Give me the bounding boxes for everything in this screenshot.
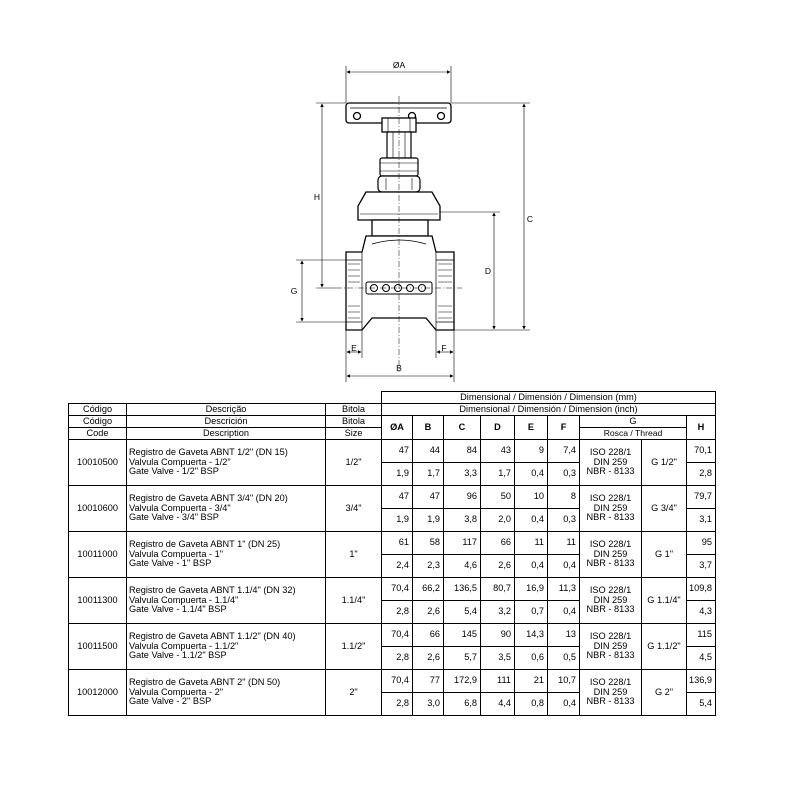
thread-standards — [580, 670, 642, 716]
dim-mm-b: 47 — [413, 486, 444, 509]
gate-valve-drawing — [0, 0, 800, 390]
dim-mm-h: 79,7 — [687, 486, 716, 509]
standard-line: DIN 259 — [593, 686, 628, 697]
dim-mm-a: 70,4 — [382, 670, 413, 693]
header-desc-es: Descrición — [127, 416, 326, 428]
dim-mm-e: 21 — [515, 670, 548, 693]
dim-inch-d: 2,0 — [481, 509, 515, 532]
table-row — [69, 578, 716, 601]
dim-inch-d: 1,7 — [481, 463, 515, 486]
header-col-a: ØA — [382, 416, 413, 440]
description-line: Gate Valve - 1.1/2" BSP — [129, 650, 227, 661]
description-line: Valvula Compuerta - 1/2" — [129, 456, 231, 467]
product-size: 1.1/2" — [326, 624, 382, 670]
product-size: 2" — [326, 670, 382, 716]
dim-inch-c: 5,7 — [444, 647, 481, 670]
product-code: 10011000 — [69, 532, 127, 578]
standard-line: DIN 259 — [593, 594, 628, 605]
header-col-g: G — [580, 416, 687, 428]
table-row — [69, 670, 716, 693]
dim-label-g: G — [290, 286, 298, 296]
standard-line: ISO 228/1 — [589, 539, 632, 550]
dim-inch-h: 2,8 — [687, 463, 716, 486]
header-col-e: E — [515, 416, 548, 440]
standard-line: ISO 228/1 — [589, 631, 632, 642]
dim-inch-c: 3,8 — [444, 509, 481, 532]
dim-mm-c: 96 — [444, 486, 481, 509]
table-row — [69, 440, 716, 463]
thread-size: G 3/4" — [642, 486, 687, 532]
dim-mm-f: 8 — [548, 486, 580, 509]
dim-mm-h: 109,8 — [687, 578, 716, 601]
product-description — [127, 670, 326, 716]
header-dimensional-inch: Dimensional / Dimensión / Dimension (inch) — [382, 404, 716, 416]
dim-label-a: ØA — [392, 60, 406, 70]
description-line: Registro de Gaveta ABNT 1.1/2" (DN 40) — [129, 631, 296, 642]
product-code: 10010500 — [69, 440, 127, 486]
description-line: Registro de Gaveta ABNT 3/4" (DN 20) — [129, 493, 288, 504]
dim-mm-b: 77 — [413, 670, 444, 693]
product-code: 10012000 — [69, 670, 127, 716]
dim-mm-a: 47 — [382, 440, 413, 463]
product-size: 1" — [326, 532, 382, 578]
description-line: Gate Valve - 1" BSP — [129, 558, 212, 569]
standard-line: NBR - 8133 — [586, 558, 635, 569]
standard-line: ISO 228/1 — [589, 585, 632, 596]
dim-inch-e: 0,4 — [515, 509, 548, 532]
table-row — [69, 486, 716, 509]
dim-inch-f: 0,4 — [548, 555, 580, 578]
header-size-pt: Bitola — [326, 404, 382, 416]
dim-inch-a: 1,9 — [382, 509, 413, 532]
dim-inch-c: 5,4 — [444, 601, 481, 624]
description-line: Valvula Compuerta - 1" — [129, 548, 223, 559]
dim-inch-b: 1,9 — [413, 509, 444, 532]
product-description — [127, 486, 326, 532]
header-size-es: Bitola — [326, 416, 382, 428]
description-line: Registro de Gaveta ABNT 1" (DN 25) — [129, 539, 281, 550]
dim-mm-d: 66 — [481, 532, 515, 555]
dim-mm-d: 50 — [481, 486, 515, 509]
header-desc-en: Description — [127, 428, 326, 440]
dim-mm-f: 7,4 — [548, 440, 580, 463]
dim-mm-e: 14,3 — [515, 624, 548, 647]
description-line: Gate Valve - 1.1/4" BSP — [129, 604, 227, 615]
dim-mm-b: 44 — [413, 440, 444, 463]
dim-mm-e: 16,9 — [515, 578, 548, 601]
dim-inch-b: 2,6 — [413, 601, 444, 624]
dim-mm-h: 136,9 — [687, 670, 716, 693]
dim-mm-b: 58 — [413, 532, 444, 555]
dim-mm-h: 115 — [687, 624, 716, 647]
header-col-d: D — [481, 416, 515, 440]
thread-standards — [580, 624, 642, 670]
standard-line: ISO 228/1 — [589, 493, 632, 504]
description-line: Gate Valve - 1/2" BSP — [129, 466, 219, 477]
dim-inch-a: 2,8 — [382, 647, 413, 670]
thread-size: G 1/2" — [642, 440, 687, 486]
dim-mm-f: 13 — [548, 624, 580, 647]
dim-mm-h: 70,1 — [687, 440, 716, 463]
dim-mm-a: 70,4 — [382, 624, 413, 647]
dim-mm-d: 111 — [481, 670, 515, 693]
dim-inch-f: 0,4 — [548, 601, 580, 624]
standard-line: ISO 228/1 — [589, 677, 632, 688]
dim-inch-c: 6,8 — [444, 693, 481, 716]
dim-inch-a: 2,8 — [382, 601, 413, 624]
description-line: Gate Valve - 3/4" BSP — [129, 512, 219, 523]
standard-line: DIN 259 — [593, 640, 628, 651]
dim-inch-h: 3,1 — [687, 509, 716, 532]
header-code-pt: Código — [69, 404, 127, 416]
description-line: Registro de Gaveta ABNT 1.1/4" (DN 32) — [129, 585, 296, 596]
product-code: 10011500 — [69, 624, 127, 670]
dim-mm-a: 47 — [382, 486, 413, 509]
table-row — [69, 624, 716, 647]
dim-inch-b: 2,6 — [413, 647, 444, 670]
standard-line: NBR - 8133 — [586, 696, 635, 707]
standard-line: NBR - 8133 — [586, 650, 635, 661]
dim-inch-d: 3,2 — [481, 601, 515, 624]
spec-table — [68, 391, 716, 716]
description-line: Valvula Compuerta - 2" — [129, 686, 223, 697]
standard-line: ISO 228/1 — [589, 447, 632, 458]
product-description — [127, 624, 326, 670]
dim-mm-c: 145 — [444, 624, 481, 647]
standard-line: DIN 259 — [593, 456, 628, 467]
dim-mm-f: 11,3 — [548, 578, 580, 601]
header-code-en: Code — [69, 428, 127, 440]
header-col-c: C — [444, 416, 481, 440]
header-col-f: F — [548, 416, 580, 440]
dim-mm-e: 9 — [515, 440, 548, 463]
dim-label-c: C — [526, 214, 534, 224]
dim-mm-d: 80,7 — [481, 578, 515, 601]
dim-label-b: B — [396, 363, 402, 373]
dim-inch-d: 4,4 — [481, 693, 515, 716]
header-col-g-sub: Rosca / Thread — [580, 428, 687, 440]
table-row — [69, 532, 716, 555]
header-desc-pt: Descrição — [127, 404, 326, 416]
dim-inch-h: 4,3 — [687, 601, 716, 624]
thread-standards — [580, 486, 642, 532]
dim-mm-d: 43 — [481, 440, 515, 463]
dim-label-e: E — [351, 343, 357, 353]
dim-inch-b: 2,3 — [413, 555, 444, 578]
dim-mm-b: 66 — [413, 624, 444, 647]
dim-inch-h: 5,4 — [687, 693, 716, 716]
dim-inch-d: 2,6 — [481, 555, 515, 578]
dim-inch-f: 0,3 — [548, 463, 580, 486]
dim-mm-a: 61 — [382, 532, 413, 555]
header-size-en: Size — [326, 428, 382, 440]
thread-standards — [580, 532, 642, 578]
product-code: 10010600 — [69, 486, 127, 532]
header-code-es: Código — [69, 416, 127, 428]
product-size: 1.1/4" — [326, 578, 382, 624]
product-size: 1/2" — [326, 440, 382, 486]
dim-inch-b: 1,7 — [413, 463, 444, 486]
description-line: Valvula Compuerta - 1.1/4" — [129, 594, 239, 605]
dim-mm-h: 95 — [687, 532, 716, 555]
dim-inch-d: 3,5 — [481, 647, 515, 670]
thread-size: G 2" — [642, 670, 687, 716]
dim-label-d: D — [484, 266, 492, 276]
standard-line: DIN 259 — [593, 502, 628, 513]
header-col-b: B — [413, 416, 444, 440]
dim-inch-f: 0,3 — [548, 509, 580, 532]
dim-inch-a: 2,4 — [382, 555, 413, 578]
header-col-h: H — [687, 416, 716, 440]
thread-size: G 1.1/2" — [642, 624, 687, 670]
product-description — [127, 532, 326, 578]
description-line: Registro de Gaveta ABNT 2" (DN 50) — [129, 677, 281, 688]
product-size: 3/4" — [326, 486, 382, 532]
dim-inch-e: 0,7 — [515, 601, 548, 624]
product-description — [127, 440, 326, 486]
dim-label-f: F — [441, 343, 447, 353]
standard-line: DIN 259 — [593, 548, 628, 559]
standard-line: NBR - 8133 — [586, 466, 635, 477]
handwheel — [346, 103, 451, 132]
standard-line: NBR - 8133 — [586, 512, 635, 523]
dim-inch-c: 3,3 — [444, 463, 481, 486]
dim-inch-c: 4,6 — [444, 555, 481, 578]
dim-inch-f: 0,5 — [548, 647, 580, 670]
dim-mm-d: 90 — [481, 624, 515, 647]
dim-inch-f: 0,4 — [548, 693, 580, 716]
dim-inch-e: 0,4 — [515, 555, 548, 578]
dim-inch-b: 3,0 — [413, 693, 444, 716]
dim-mm-f: 10,7 — [548, 670, 580, 693]
standard-line: NBR - 8133 — [586, 604, 635, 615]
dim-mm-e: 10 — [515, 486, 548, 509]
dim-label-h: H — [313, 192, 321, 202]
header-dimensional-mm: Dimensional / Dimensión / Dimension (mm) — [382, 392, 716, 404]
dim-inch-a: 1,9 — [382, 463, 413, 486]
dim-inch-a: 2,8 — [382, 693, 413, 716]
dim-mm-c: 172,9 — [444, 670, 481, 693]
dim-mm-c: 117 — [444, 532, 481, 555]
description-line: Valvula Compuerta - 1.1/2" — [129, 640, 239, 651]
thread-standards — [580, 578, 642, 624]
dim-inch-e: 0,6 — [515, 647, 548, 670]
description-line: Valvula Compuerta - 3/4" — [129, 502, 231, 513]
description-line: Gate Valve - 2" BSP — [129, 696, 212, 707]
thread-size: G 1.1/4" — [642, 578, 687, 624]
dim-inch-h: 3,7 — [687, 555, 716, 578]
dim-inch-h: 4,5 — [687, 647, 716, 670]
thread-size: G 1" — [642, 532, 687, 578]
dim-mm-e: 11 — [515, 532, 548, 555]
dim-mm-c: 84 — [444, 440, 481, 463]
dim-inch-e: 0,4 — [515, 463, 548, 486]
dim-inch-e: 0,8 — [515, 693, 548, 716]
description-line: Registro de Gaveta ABNT 1/2" (DN 15) — [129, 447, 288, 458]
thread-standards — [580, 440, 642, 486]
dim-mm-b: 66,2 — [413, 578, 444, 601]
dim-mm-a: 70,4 — [382, 578, 413, 601]
product-description — [127, 578, 326, 624]
dim-mm-c: 136,5 — [444, 578, 481, 601]
dim-mm-f: 11 — [548, 532, 580, 555]
product-code: 10011300 — [69, 578, 127, 624]
